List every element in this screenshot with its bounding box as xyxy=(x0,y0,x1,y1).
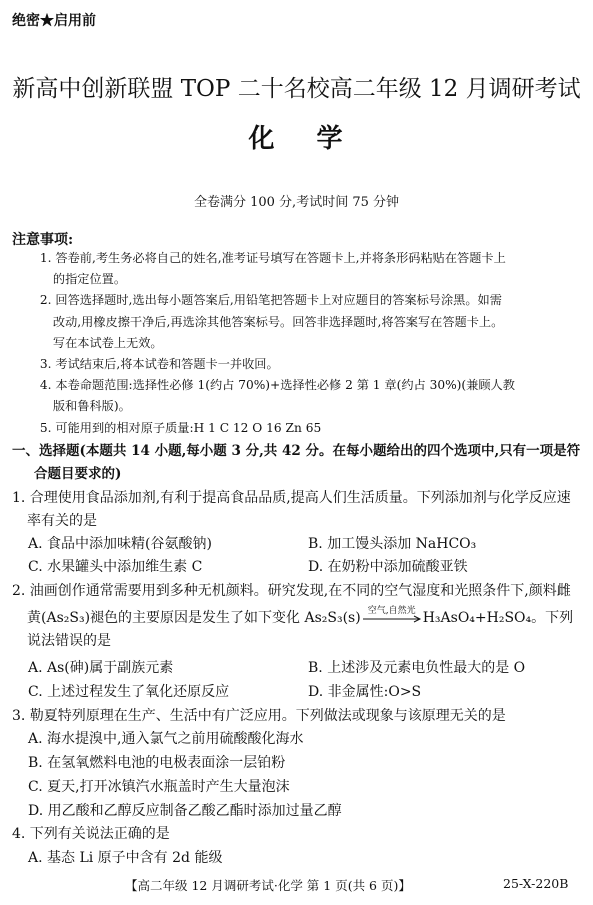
confidential-label: 绝密★启用前 xyxy=(12,13,96,29)
paper-code: 25-X-220B xyxy=(503,876,569,891)
notes-line: 的指定位置。 xyxy=(52,272,127,287)
question-3-stem: 3. 勒夏特列原理在生产、生活中有广泛应用。下列做法或现象与该原理无关的是 xyxy=(12,708,506,724)
notes-line: 改动,用橡皮擦干净后,再选涂其他答案标号。回答非选择题时,将答案写在答题卡上。 xyxy=(52,314,504,329)
subject-title: 化学 xyxy=(248,124,385,154)
notes-heading: 注意事项: xyxy=(12,232,74,248)
reaction-condition: 空气,自然光 xyxy=(367,606,416,616)
exam-title: 新高中创新联盟 TOP 二十名校高二年级 12 月调研考试 xyxy=(12,76,581,102)
question-1-stem: 1. 合理使用食品添加剂,有利于提高食品品质,提高人们生活质量。下列添加剂与化学反应速 xyxy=(12,490,571,506)
q2-option-c: C. 上述过程发生了氧化还原反应 xyxy=(28,684,230,700)
question-2-reaction-lhs: 黄(As₂S₃)褪色的主要原因是发生了如下变化 As₂S₃(s) xyxy=(27,610,361,626)
notes-line: 3. 考试结束后,将本试卷和答题卡一并收回。 xyxy=(39,357,279,372)
question-2-stem-cont xyxy=(12,603,584,630)
question-4-stem: 4. 下列有关说法正确的是 xyxy=(12,826,170,842)
notes-line: 1. 答卷前,考生务必将自己的姓名,准考证号填写在答题卡上,并将条形码粘贴在答题卡上 xyxy=(39,251,506,265)
question-2-reaction-rhs: H₃AsO₄+H₂SO₄。下列 xyxy=(422,610,574,626)
section-heading-line2: 合题目要求的) xyxy=(34,466,122,482)
q1-option-d: D. 在奶粉中添加硫酸亚铁 xyxy=(308,559,468,575)
question-4 xyxy=(12,823,584,846)
notes-line: 4. 本卷命题范围:选择性必修 1(约占 70%)+选择性必修 2 第 1 章(约占 30%)(兼顾人教 xyxy=(39,378,515,393)
q1-option-b: B. 加工馒头添加 NaHCO₃ xyxy=(308,536,477,552)
question-2-stem: 2. 油画创作通常需要用到多种无机颜料。研究发现,在不同的空气湿度和光照条件下,颜料雌 xyxy=(12,583,571,599)
q1-option-a: A. 食品中添加味精(谷氨酸钠) xyxy=(28,536,212,552)
notes-line: 写在本试卷上无效。 xyxy=(52,335,163,350)
section-heading xyxy=(12,440,584,486)
question-1-stem-cont: 率有关的是 xyxy=(27,513,97,529)
section-heading-line1: 一、选择题(本题共 14 小题,每小题 3 分,共 42 分。在每小题给出的四个选项中,只有一项是符 xyxy=(12,443,581,459)
q3-option-a: A. 海水提溴中,通入氯气之前用硫酸酸化海水 xyxy=(28,731,304,747)
notes-line: 5. 可能用到的相对原子质量:H 1 C 12 O 16 Zn 65 xyxy=(39,420,322,435)
question-3 xyxy=(12,705,584,728)
q2-option-a: A. As(砷)属于副族元素 xyxy=(28,660,174,676)
question-1 xyxy=(12,487,584,533)
notes-line: 版和鲁科版)。 xyxy=(52,399,131,414)
q3-option-c: C. 夏天,打开冰镇汽水瓶盖时产生大量泡沫 xyxy=(28,779,290,795)
notes-line: 2. 回答选择题时,选出每小题答案后,用铅笔把答题卡上对应题目的答案标号涂黑。如需 xyxy=(39,293,502,308)
q2-option-d: D. 非金属性:O>S xyxy=(308,684,422,700)
reaction-arrow-icon xyxy=(361,606,423,623)
question-2 xyxy=(12,580,584,653)
q1-option-c: C. 水果罐头中添加维生素 C xyxy=(28,559,203,575)
q3-option-d: D. 用乙酸和乙醇反应制备乙酸乙酯时添加过量乙醇 xyxy=(28,803,342,819)
notes-list xyxy=(40,248,582,439)
q4-option-a: A. 基态 Li 原子中含有 2d 能级 xyxy=(28,850,223,866)
q3-option-b: B. 在氢氧燃料电池的电极表面涂一层铂粉 xyxy=(28,755,286,771)
q2-option-b: B. 上述涉及元素电负性最大的是 O xyxy=(308,660,526,676)
question-2-stem-cont2: 说法错误的是 xyxy=(27,633,111,649)
page-footer: 【高二年级 12 月调研考试·化学 第 1 页(共 6 页)】 xyxy=(125,878,411,893)
score-info: 全卷满分 100 分,考试时间 75 分钟 xyxy=(193,195,400,210)
